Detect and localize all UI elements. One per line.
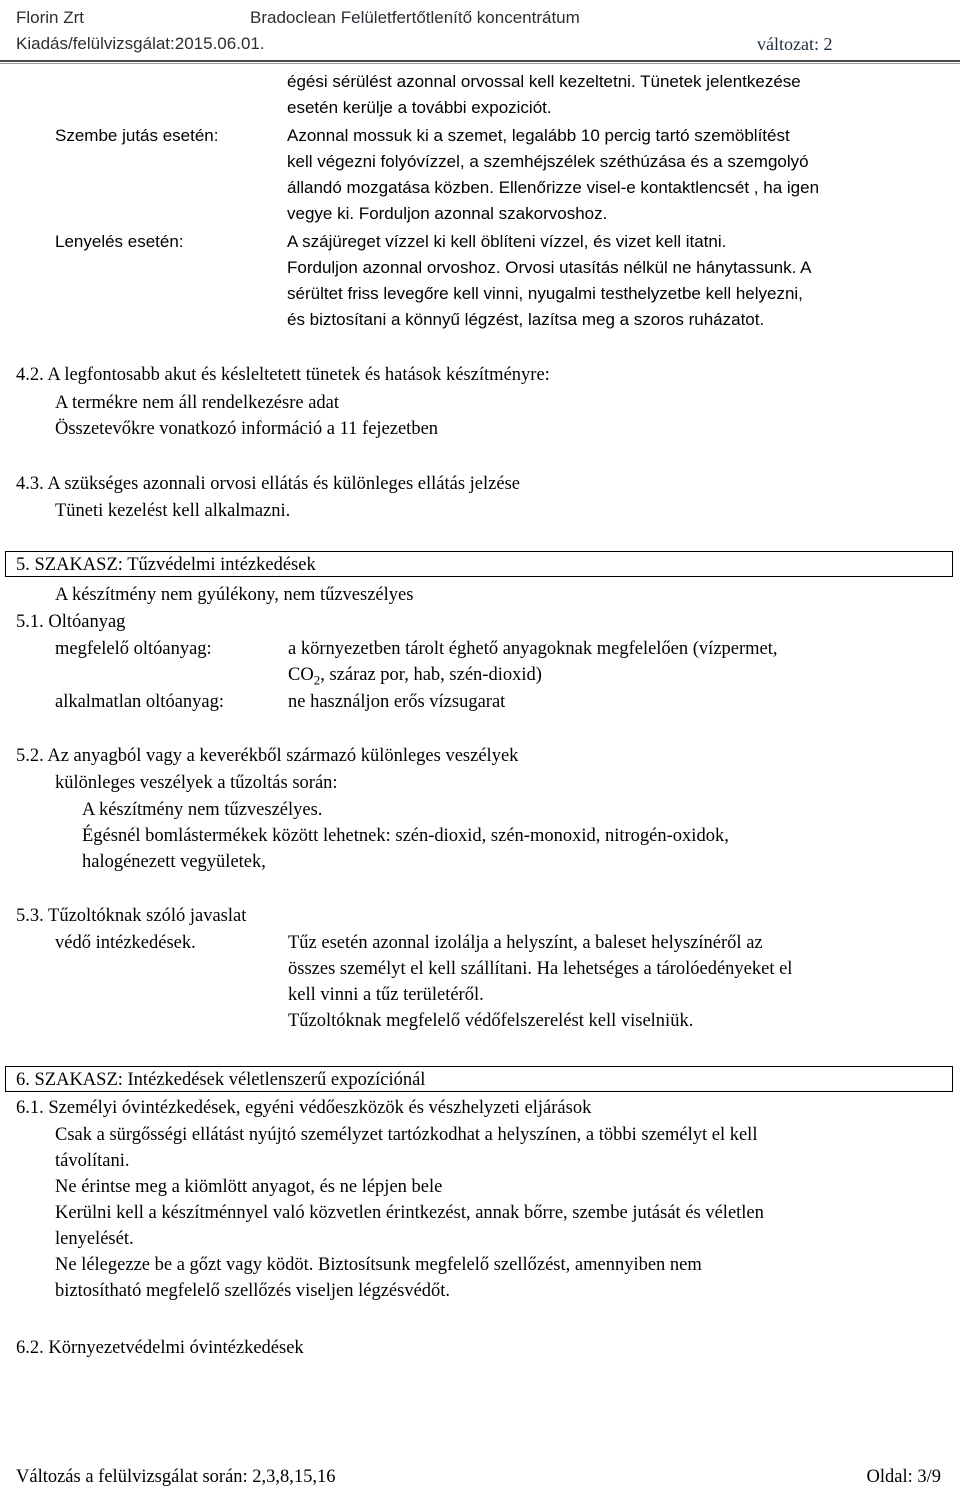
burn-text — [287, 69, 947, 121]
page-number: Oldal: 3/9 — [866, 1467, 941, 1487]
text-line: Égésnél bomlástermékek között lehetnek: szén-dioxid, szén-monoxid, nitrogén-oxidok, — [82, 826, 729, 846]
header-divider — [0, 60, 960, 62]
product-name: Bradoclean Felületfertőtlenítő koncentrátum — [250, 8, 580, 27]
eye-contact-text — [287, 123, 947, 227]
section-4-3-heading: 4.3. A szükséges azonnali orvosi ellátás és különleges ellátás jelzése — [16, 474, 520, 494]
text-line: sérültet friss levegőre kell vinni, nyugalmi testhelyzetbe kell helyezni, — [287, 284, 803, 303]
eye-contact-label: Szembe jutás esetén: — [55, 126, 219, 145]
suitable-media-label: megfelelő oltóanyag: — [55, 639, 212, 659]
text-line: A készítmény nem tűzveszélyes. — [82, 800, 323, 820]
section-4-3-body: Tüneti kezelést kell alkalmazni. — [55, 501, 291, 521]
text-line: Összetevőkre vonatkozó információ a 11 fejezetben — [55, 419, 439, 439]
suitable-media-rest: , száraz por, hab, szén-dioxid) — [320, 665, 542, 685]
text-line: Tűz esetén azonnal izolálja a helyszínt, a baleset helyszínéről az — [288, 933, 763, 953]
co2-subscript: 2 — [313, 672, 321, 688]
version-label: változat: 2 — [757, 34, 833, 54]
ingestion-text — [287, 229, 947, 333]
text-line: Kerülni kell a készítménnyel való közvetlen érintkezést, annak bőrre, szembe jutását és véletlen — [55, 1203, 764, 1223]
section-6-2-heading: 6.2. Környezetvédelmi óvintézkedések — [16, 1338, 304, 1358]
issue-date: 2015.06.01. — [174, 34, 265, 53]
text-line: Csak a sürgősségi ellátást nyújtó személyzet tartózkodhat a helyszínen, a többi személyt el kell — [55, 1125, 758, 1145]
company-name: Florin Zrt — [16, 8, 84, 27]
text-line: összes személyt el kell szállítani. Ha lehetséges a tárolóedényeket el — [288, 959, 793, 979]
page-header — [0, 0, 960, 62]
protective-measures-label: védő intézkedések. — [55, 933, 196, 953]
suitable-media-value: a környezetben tárolt éghető anyagoknak megfelelően (vízpermet, — [288, 639, 778, 659]
unsuitable-media-value: ne használjon erős vízsugarat — [288, 692, 506, 712]
text-line: biztosítható megfelelő szellőzés viseljen légzésvédőt. — [55, 1281, 451, 1301]
section-5-2-body — [82, 797, 729, 875]
text-line: Ne lélegezze be a gőzt vagy ködöt. Biztosítsunk megfelelő szellőzést, amennyiben nem — [55, 1255, 702, 1275]
section-5-1-heading: 5.1. Oltóanyag — [16, 612, 126, 632]
text-line: kell vinni a tűz területéről. — [288, 985, 484, 1005]
text-line: A termékre nem áll rendelkezésre adat — [55, 393, 340, 413]
ingestion-label: Lenyelés esetén: — [55, 232, 184, 251]
section-4-2-body — [55, 390, 438, 442]
text-line: vegye ki. Forduljon azonnal szakorvoshoz. — [287, 204, 608, 223]
suitable-media-value-2 — [288, 662, 542, 688]
text-line: Ne érintse meg a kiömlött anyagot, és ne lépjen bele — [55, 1177, 443, 1197]
text-line: és biztosítani a könnyű légzést, lazítsa meg a szoros ruházatot. — [287, 310, 765, 329]
text-line: Azonnal mossuk ki a szemet, legalább 10 percig tartó szemöblítést — [287, 126, 790, 145]
section-5-2-heading: 5.2. Az anyagból vagy a keverékből származó különleges veszélyek — [16, 746, 519, 766]
unsuitable-media-label: alkalmatlan oltóanyag: — [55, 692, 225, 712]
issue-info — [16, 33, 265, 55]
section-5-3-heading: 5.3. Tűzoltóknak szóló javaslat — [16, 906, 247, 926]
issue-label: Kiadás/felülvizsgálat: — [16, 34, 175, 53]
section-6-title: 6. SZAKASZ: Intézkedések véletlenszerű expozíciónál — [16, 1070, 426, 1090]
text-line: esetén kerülje a további expoziciót. — [287, 98, 552, 117]
text-line: Forduljon azonnal orvoshoz. Orvosi utasítás nélkül ne hánytassunk. A — [287, 258, 812, 277]
section-5-2-subheading: különleges veszélyek a tűzoltás során: — [55, 773, 338, 793]
text-line: távolítani. — [55, 1151, 130, 1171]
section-5-title: 5. SZAKASZ: Tűzvédelmi intézkedések — [16, 555, 316, 575]
footer-changes: Változás a felülvizsgálat során: 2,3,8,15,16 — [16, 1467, 336, 1487]
protective-measures-body — [288, 930, 792, 1034]
section-6-1-heading: 6.1. Személyi óvintézkedések, egyéni védőeszközök és vészhelyzeti eljárások — [16, 1098, 592, 1118]
text-line: kell végezni folyóvízzel, a szemhéjszélek széthúzása és a szemgolyó — [287, 152, 809, 171]
section-4-2-heading: 4.2. A legfontosabb akut és késleltetett tünetek és hatások készítményre: — [16, 365, 550, 385]
co2-formula: CO — [288, 665, 314, 685]
section-5-intro: A készítmény nem gyúlékony, nem tűzveszélyes — [55, 585, 414, 605]
text-line: Tűzoltóknak megfelelő védőfelszerelést kell viselniük. — [288, 1011, 694, 1031]
text-line: állandó mozgatása közben. Ellenőrizze visel-e kontaktlencsét , ha igen — [287, 178, 820, 197]
header-divider-thin — [0, 63, 960, 64]
text-line: lenyelését. — [55, 1229, 134, 1249]
text-line: égési sérülést azonnal orvossal kell kezeltetni. Tünetek jelentkezése — [287, 72, 801, 91]
text-line: halogénezett vegyületek, — [82, 852, 266, 872]
text-line: A szájüreget vízzel ki kell öblíteni vízzel, és vizet kell itatni. — [287, 232, 727, 251]
section-6-1-body — [55, 1122, 764, 1304]
